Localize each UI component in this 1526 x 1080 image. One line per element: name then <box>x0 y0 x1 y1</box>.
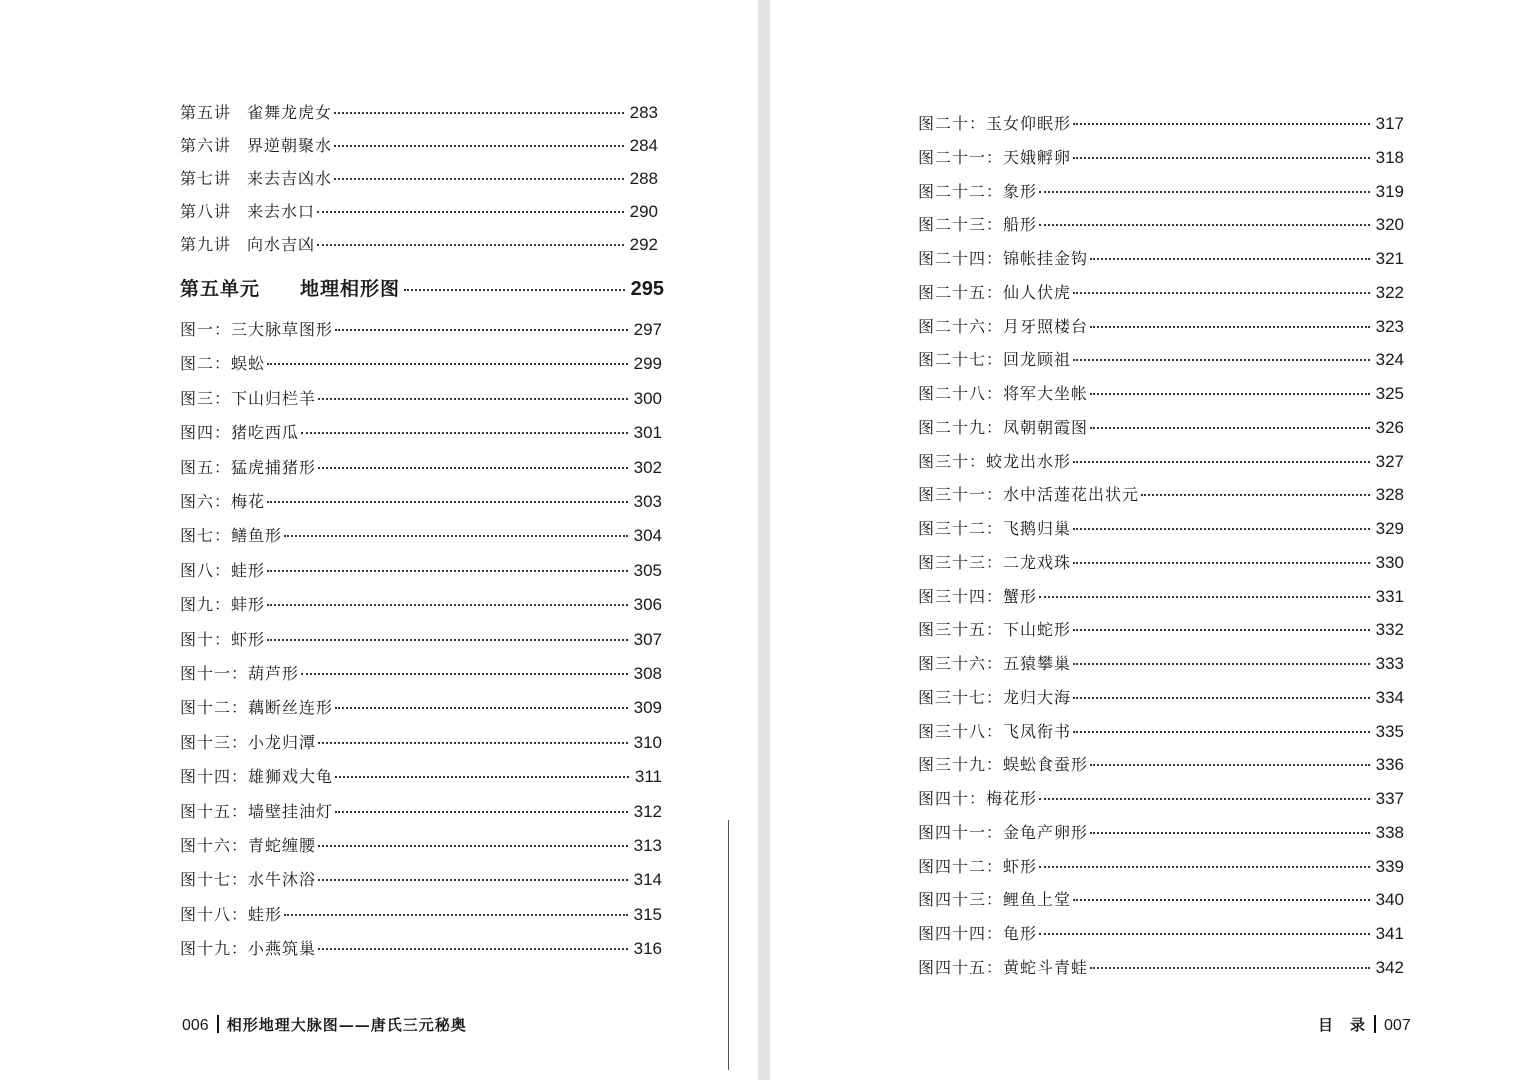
entry-title: 图四十一：金龟产卵形 <box>918 822 1089 842</box>
entry-title: 第八讲 来去水口 <box>180 202 316 221</box>
unit-page-number: 295 <box>630 278 664 300</box>
dot-leader <box>267 501 628 503</box>
dot-leader <box>284 914 628 916</box>
dot-leader <box>1073 697 1370 699</box>
page-folio: 007 <box>1384 1017 1411 1034</box>
dot-leader <box>334 145 624 147</box>
dot-leader <box>1090 427 1370 429</box>
toc-entry <box>918 921 1404 944</box>
toc-entry <box>180 936 662 959</box>
entry-page-number: 315 <box>633 904 662 924</box>
toc-entry <box>918 617 1404 640</box>
dot-leader <box>318 742 628 744</box>
entry-title: 图二十一：天娥孵卵 <box>918 147 1072 167</box>
entry-title: 图十五：墙壁挂油灯 <box>180 801 334 821</box>
dot-leader <box>1073 562 1370 564</box>
entry-page-number: 290 <box>629 202 658 221</box>
toc-entry <box>918 111 1404 134</box>
entry-page-number: 329 <box>1375 519 1404 539</box>
entry-page-number: 312 <box>633 801 662 821</box>
toc-entry <box>180 558 662 581</box>
entry-title: 图十八：蛙形 <box>180 904 283 924</box>
entry-title: 图二：蜈蚣 <box>180 354 266 374</box>
dot-leader <box>318 948 628 950</box>
dot-leader <box>1073 731 1370 733</box>
entry-title: 图四十四：龟形 <box>918 924 1038 944</box>
dot-leader <box>1073 123 1370 125</box>
dot-leader <box>1039 798 1370 800</box>
toc-entry <box>918 314 1404 337</box>
toc-entry <box>180 523 662 546</box>
dot-leader <box>1090 764 1370 766</box>
toc-entry <box>918 280 1404 303</box>
toc-entry <box>180 661 662 684</box>
toc-entry <box>918 179 1404 202</box>
entry-page-number: 341 <box>1375 924 1404 944</box>
entry-page-number: 321 <box>1375 249 1404 269</box>
dot-leader <box>1141 494 1370 496</box>
toc-entry <box>918 482 1404 505</box>
entry-page-number: 332 <box>1375 620 1404 640</box>
entry-title: 图二十四：锦帐挂金钩 <box>918 249 1089 269</box>
toc-entry <box>180 317 662 340</box>
dot-leader <box>1039 224 1370 226</box>
entry-page-number: 300 <box>633 388 662 408</box>
dot-leader <box>1039 191 1370 193</box>
entry-page-number: 326 <box>1375 417 1404 437</box>
dot-leader <box>1039 866 1370 868</box>
toc-entry <box>180 867 662 890</box>
dot-leader <box>1090 967 1370 969</box>
dot-leader <box>318 845 628 847</box>
toc-entry <box>918 246 1404 269</box>
entry-title: 图四：猪吃西瓜 <box>180 423 300 443</box>
entry-page-number: 307 <box>633 629 662 649</box>
toc-entry <box>918 381 1404 404</box>
entry-page-number: 297 <box>633 320 662 339</box>
dot-leader <box>1090 393 1370 395</box>
entry-title: 图三十六：五猿攀巢 <box>918 654 1072 674</box>
toc-entry <box>918 584 1404 607</box>
entry-title: 图四十五：黄蛇斗青蛙 <box>918 958 1089 977</box>
entry-page-number: 325 <box>1375 384 1404 404</box>
entry-page-number: 327 <box>1375 451 1404 471</box>
entry-title: 图十二：藕断丝连形 <box>180 698 334 718</box>
footer-divider <box>217 1015 219 1033</box>
entry-page-number: 316 <box>633 939 662 959</box>
toc-entry <box>918 347 1404 370</box>
dot-leader <box>318 398 628 400</box>
toc-entry <box>918 550 1404 573</box>
toc-entry <box>918 651 1404 674</box>
toc-entry <box>180 455 662 478</box>
dot-leader <box>301 432 628 434</box>
toc-entry <box>180 902 662 925</box>
entry-page-number: 314 <box>633 870 662 890</box>
toc-entry <box>918 145 1404 168</box>
footer-divider <box>1374 1015 1376 1033</box>
entry-page-number: 283 <box>629 103 658 122</box>
entry-title: 图四十：梅花形 <box>918 789 1038 809</box>
dot-leader <box>1073 292 1370 294</box>
entry-title: 图三十三：二龙戏珠 <box>918 552 1072 572</box>
entry-title: 第九讲 向水吉凶 <box>180 235 316 254</box>
toc-entry <box>180 420 662 443</box>
entry-title: 图三十七：龙归大海 <box>918 687 1072 707</box>
entry-page-number: 309 <box>633 698 662 718</box>
entry-title: 图九：蚌形 <box>180 595 266 615</box>
toc-entry <box>918 719 1404 742</box>
toc-entry <box>918 212 1404 235</box>
toc-entry <box>180 489 662 512</box>
entry-page-number: 313 <box>633 836 662 855</box>
entry-title: 第六讲 界逆朝聚水 <box>180 136 333 155</box>
left-page <box>0 0 758 1080</box>
entry-page-number: 299 <box>633 354 662 374</box>
right-page <box>770 0 1526 1080</box>
entry-title: 图三：下山归栏羊 <box>180 388 317 408</box>
entry-page-number: 306 <box>633 595 662 615</box>
entry-page-number: 322 <box>1375 282 1404 302</box>
entry-title: 图十九：小燕筑巢 <box>180 939 317 959</box>
entry-page-number: 324 <box>1375 350 1404 370</box>
toc-entry <box>180 730 662 753</box>
dot-leader <box>1073 663 1370 665</box>
entry-title: 图四十二：虾形 <box>918 856 1038 876</box>
right-page-footer <box>1318 1012 1411 1035</box>
toc-entry <box>918 955 1404 978</box>
dot-leader <box>334 178 624 180</box>
entry-page-number: 339 <box>1375 856 1404 876</box>
entry-title: 图三十二：飞鹅归巢 <box>918 519 1072 539</box>
toc-entry <box>180 232 658 255</box>
entry-title: 图二十七：回龙顾祖 <box>918 350 1072 370</box>
entry-title: 第五讲 雀舞龙虎女 <box>180 103 333 122</box>
entry-page-number: 335 <box>1375 721 1404 741</box>
dot-leader <box>334 112 624 114</box>
entry-page-number: 292 <box>629 235 658 254</box>
entry-page-number: 288 <box>629 169 658 188</box>
entry-page-number: 338 <box>1375 822 1404 842</box>
toc-entry <box>918 887 1404 910</box>
toc-entry <box>918 854 1404 877</box>
entry-page-number: 317 <box>1375 114 1404 133</box>
entry-title: 图三十五：下山蛇形 <box>918 620 1072 640</box>
dot-leader <box>317 211 624 213</box>
toc-entry <box>180 133 658 156</box>
entry-page-number: 302 <box>633 457 662 477</box>
dot-leader <box>335 776 629 778</box>
dot-leader <box>1039 933 1370 935</box>
dot-leader <box>1073 629 1370 631</box>
toc-entry <box>180 166 658 189</box>
dot-leader <box>1073 899 1370 901</box>
toc-entry <box>180 764 662 787</box>
entry-title: 图十三：小龙归潭 <box>180 732 317 752</box>
entry-page-number: 301 <box>633 423 662 443</box>
entry-page-number: 336 <box>1375 755 1404 775</box>
toc-entry <box>918 449 1404 472</box>
entry-page-number: 311 <box>634 767 662 787</box>
dot-leader <box>1073 461 1370 463</box>
dot-leader <box>1073 157 1370 159</box>
dot-leader <box>335 707 628 709</box>
entry-page-number: 320 <box>1375 215 1404 235</box>
dot-leader <box>404 289 625 291</box>
entry-title: 图三十一：水中活莲花出状元 <box>918 485 1140 505</box>
entry-page-number: 331 <box>1375 586 1404 606</box>
entry-title: 图七：鳝鱼形 <box>180 526 283 546</box>
toc-entry <box>918 786 1404 809</box>
entry-page-number: 342 <box>1375 958 1404 977</box>
dot-leader <box>1090 326 1370 328</box>
entry-title: 图二十六：月牙照楼台 <box>918 316 1089 336</box>
toc-entry <box>180 695 662 718</box>
entry-title: 图三十：蛟龙出水形 <box>918 451 1072 471</box>
dot-leader <box>335 329 628 331</box>
dot-leader <box>267 570 628 572</box>
entry-title: 图五：猛虎捕猪形 <box>180 457 317 477</box>
toc-entry <box>180 592 662 615</box>
entry-title: 图二十五：仙人伏虎 <box>918 282 1072 302</box>
dot-leader <box>301 673 628 675</box>
entry-title: 图二十二：象形 <box>918 181 1038 201</box>
dot-leader <box>318 879 628 881</box>
dot-leader <box>267 639 628 641</box>
entry-page-number: 319 <box>1375 181 1404 201</box>
entry-title: 图四十三：鲤鱼上堂 <box>918 890 1072 910</box>
page-folio: 006 <box>182 1017 209 1034</box>
entry-title: 图十一：葫芦形 <box>180 664 300 683</box>
entry-page-number: 305 <box>633 560 662 580</box>
toc-entry <box>918 516 1404 539</box>
entry-page-number: 304 <box>633 526 662 546</box>
entry-page-number: 323 <box>1375 316 1404 336</box>
toc-entry <box>918 752 1404 775</box>
entry-page-number: 310 <box>633 732 662 752</box>
toc-entry <box>180 351 662 374</box>
entry-page-number: 333 <box>1375 654 1404 674</box>
dot-leader <box>284 535 628 537</box>
entry-title: 图十：虾形 <box>180 629 266 649</box>
entry-page-number: 337 <box>1375 789 1404 809</box>
entry-title: 图十七：水牛沐浴 <box>180 870 317 890</box>
entry-title: 图十六：青蛇缠腰 <box>180 836 317 855</box>
dot-leader <box>317 244 624 246</box>
dot-leader <box>1039 596 1370 598</box>
dot-leader <box>1090 258 1370 260</box>
entry-page-number: 340 <box>1375 890 1404 910</box>
scan-shadow-line <box>728 820 729 1070</box>
toc-entry <box>918 685 1404 708</box>
toc-entry <box>180 627 662 650</box>
dot-leader <box>335 811 628 813</box>
entry-title: 图二十八：将军大坐帐 <box>918 384 1089 404</box>
entry-page-number: 334 <box>1375 687 1404 707</box>
toc-entry <box>918 415 1404 438</box>
left-page-footer <box>182 1012 467 1035</box>
entry-title: 图二十三：船形 <box>918 215 1038 235</box>
entry-page-number: 318 <box>1375 147 1404 167</box>
entry-page-number: 303 <box>633 492 662 511</box>
unit-heading <box>180 274 664 301</box>
entry-title: 图八：蛙形 <box>180 560 266 580</box>
dot-leader <box>267 363 628 365</box>
toc-entry <box>180 386 662 409</box>
dot-leader <box>1090 832 1370 834</box>
unit-title: 第五单元 地理相形图 <box>180 279 401 300</box>
toc-entry <box>918 820 1404 843</box>
entry-title: 图一：三大脉草图形 <box>180 320 334 339</box>
dot-leader <box>267 604 628 606</box>
entry-title: 图十四：雄狮戏大龟 <box>180 767 334 787</box>
entry-title: 图三十九：蜈蚣食蚕形 <box>918 755 1089 775</box>
dot-leader <box>1073 528 1370 530</box>
section-title: 目 录 <box>1318 1016 1367 1034</box>
book-gutter <box>758 0 770 1080</box>
entry-title: 图三十八：飞凤衔书 <box>918 721 1072 741</box>
entry-page-number: 308 <box>633 664 662 683</box>
dot-leader <box>1073 359 1370 361</box>
toc-entry <box>180 199 658 222</box>
entry-title: 图六：梅花 <box>180 492 266 511</box>
entry-title: 图三十四：蟹形 <box>918 586 1038 606</box>
entry-page-number: 330 <box>1375 552 1404 572</box>
entry-page-number: 284 <box>629 136 658 155</box>
entry-title: 图二十九：凤朝朝霞图 <box>918 417 1089 437</box>
entry-title: 第七讲 来去吉凶水 <box>180 169 333 188</box>
toc-entry <box>180 833 662 856</box>
toc-entry <box>180 799 662 822</box>
entry-page-number: 328 <box>1375 485 1404 505</box>
dot-leader <box>318 467 628 469</box>
book-title: 相形地理大脉图——唐氏三元秘奥 <box>226 1016 467 1034</box>
toc-entry <box>180 100 658 123</box>
entry-title: 图二十：玉女仰眠形 <box>918 114 1072 133</box>
